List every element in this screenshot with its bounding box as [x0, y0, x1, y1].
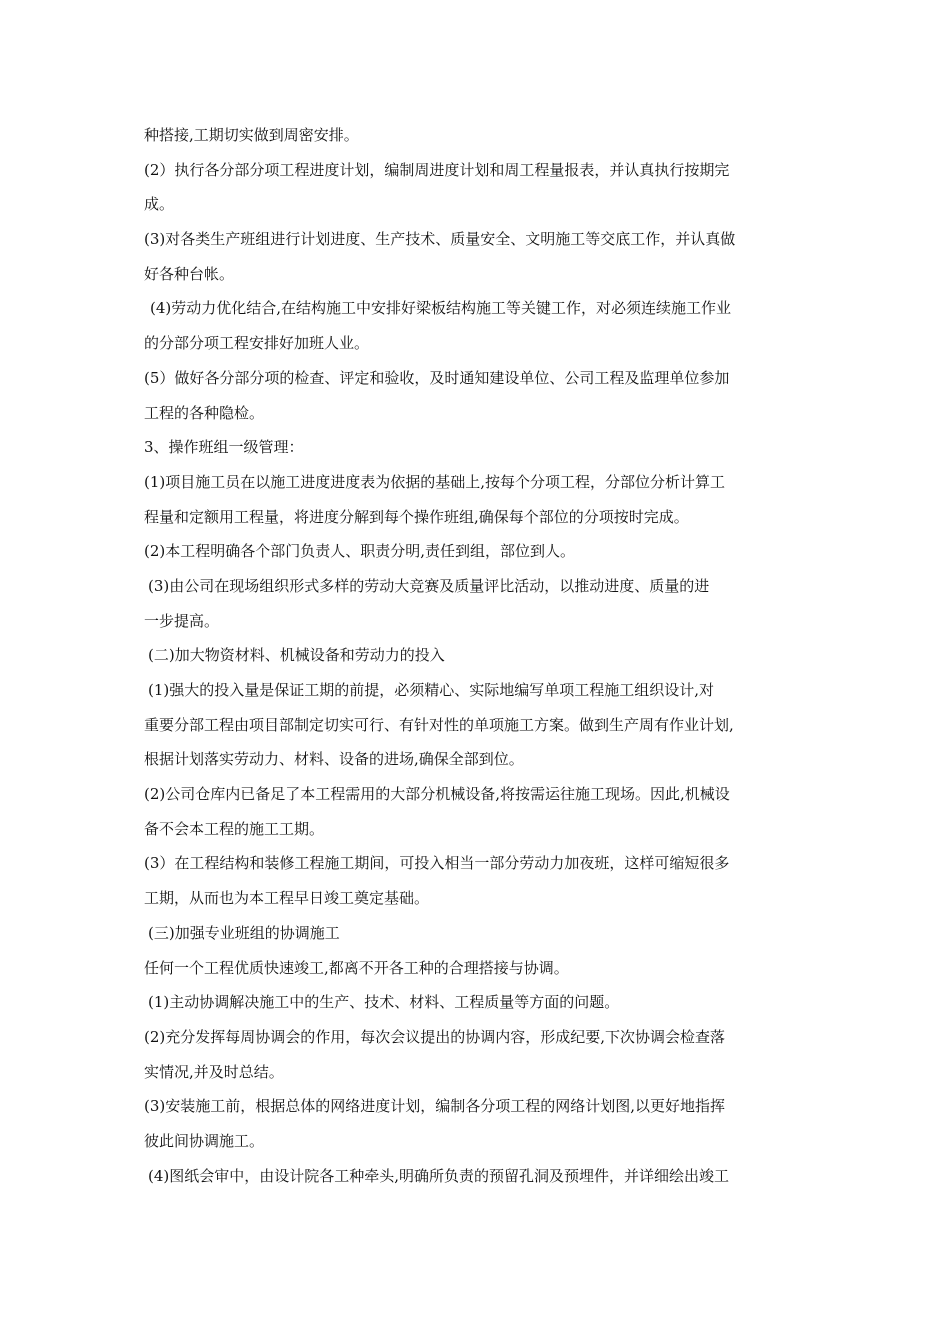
section-heading: (三)加强专业班组的协调施工 [148, 923, 340, 942]
text-line: 程量和定额用工程量，将进度分解到每个操作班组,确保每个部位的分项按时完成。 [144, 507, 689, 526]
text-line: (4)图纸会审中，由设计院各工种牵头,明确所负责的预留孔洞及预埋件，并详细绘出竣工 [148, 1166, 730, 1185]
document-body [144, 118, 816, 1193]
text-line: 的分部分项工程安排好加班人业。 [144, 334, 370, 353]
section-heading: (二)加大物资材料、机械设备和劳动力的投入 [148, 646, 445, 665]
text-line: (2)公司仓库内已备足了本工程需用的大部分机械设备,将按需运往施工现场。因此,机械设 [144, 785, 730, 804]
text-line: 工程的各种隐检。 [144, 403, 265, 422]
text-line: (1)主动协调解决施工中的生产、技术、材料、工程质量等方面的问题。 [148, 993, 620, 1012]
text-line: 实情况,并及时总结。 [144, 1062, 284, 1081]
section-heading: 3、操作班组一级管理： [144, 438, 304, 457]
text-line: 任何一个工程优质快速竣工,都离不开各工种的合理搭接与协调。 [144, 958, 569, 977]
text-line: 彼此间协调施工。 [144, 1131, 265, 1150]
text-line: 根据计划落实劳动力、材料、设备的进场,确保全部到位。 [144, 750, 524, 769]
text-line: (3)安装施工前，根据总体的网络进度计划，编制各分项工程的网络计划图,以更好地指挥 [144, 1097, 726, 1116]
text-line: (5）做好各分部分项的检查、评定和验收，及时通知建设单位、公司工程及监理单位参加 [144, 368, 730, 387]
text-line: (3)由公司在现场组织形式多样的劳动大竞赛及质量评比活动，以推动进度、质量的进 [148, 576, 710, 595]
text-line: (1)强大的投入量是保证工期的前提，必须精心、实际地编写单项工程施工组织设计,对 [148, 681, 715, 699]
text-line: 一步提高。 [144, 611, 220, 630]
text-line: (2）执行各分部分项工程进度计划，编制周进度计划和周工程量报表，并认真执行按期完 [144, 160, 730, 179]
text-line: 备不会本工程的施工工期。 [144, 819, 325, 838]
text-line: (4)劳动力优化结合,在结构施工中安排好梁板结构施工等关键工作，对必须连续施工作业 [150, 299, 732, 318]
text-line: (3）在工程结构和装修工程施工期间，可投入相当一部分劳动力加夜班，这样可缩短很多 [144, 854, 730, 873]
text-line: (2)本工程明确各个部门负责人、职责分明,责任到组，部位到人。 [144, 542, 576, 561]
text-line: (2)充分发挥每周协调会的作用，每次会议提出的协调内容，形成纪要,下次协调会检查落 [144, 1027, 726, 1046]
text-line: 种搭接,工期切实做到周密安排。 [144, 126, 359, 144]
text-line: 好各种台帐。 [144, 264, 235, 283]
text-line: 工期，从而也为本工程早日竣工奠定基础。 [144, 889, 430, 908]
text-line: 重要分部工程由项目部制定切实可行、有针对性的单项施工方案。做到生产周有作业计划, [144, 715, 734, 734]
text-line: (1)项目施工员在以施工进度进度表为依据的基础上,按每个分项工程，分部位分析计算工 [144, 472, 726, 491]
text-line: 成。 [144, 195, 175, 214]
text-line: (3)对各类生产班组进行计划进度、生产技术、质量安全、文明施工等交底工作，并认真做 [144, 230, 736, 249]
